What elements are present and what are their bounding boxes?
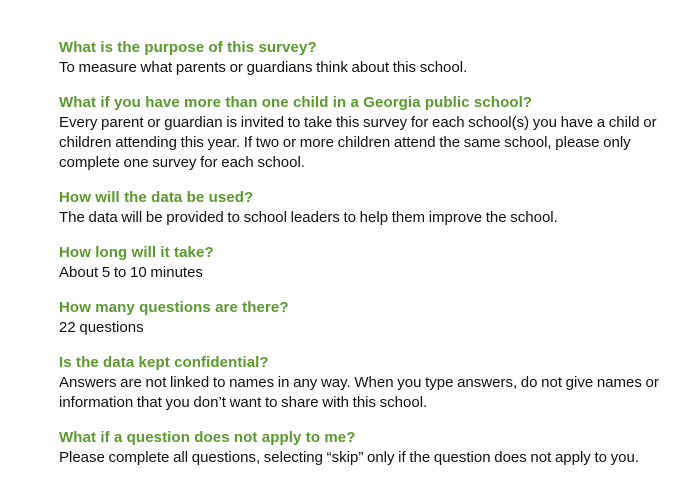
faq-question: What if you have more than one child in a Georgia public school? bbox=[59, 94, 533, 111]
faq-item-not-applicable bbox=[59, 428, 672, 468]
faq-question: What if a question does not apply to me? bbox=[59, 429, 356, 446]
faq-answer: Answers are not linked to names in any way. When you type answers, do not give names or information that you don’t want to share with this school. bbox=[59, 374, 659, 411]
faq-item-purpose bbox=[59, 38, 672, 78]
faq-item-confidentiality bbox=[59, 353, 672, 413]
faq-answer: The data will be provided to school leaders to help them improve the school. bbox=[59, 209, 558, 226]
faq-question: How will the data be used? bbox=[59, 189, 254, 206]
faq-item-duration bbox=[59, 243, 672, 283]
faq-question: How many questions are there? bbox=[59, 299, 289, 316]
faq-answer: 22 questions bbox=[59, 319, 144, 336]
faq-answer: To measure what parents or guardians think about this school. bbox=[59, 59, 468, 76]
faq-answer: About 5 to 10 minutes bbox=[59, 264, 203, 281]
faq-question: What is the purpose of this survey? bbox=[59, 39, 317, 56]
faq-question: Is the data kept confidential? bbox=[59, 354, 269, 371]
faq-question: How long will it take? bbox=[59, 244, 214, 261]
faq-answer: Every parent or guardian is invited to take this survey for each school(s) you have a child or children attending this year. If two or more children attend the same school, please only complete one survey for each school. bbox=[59, 114, 657, 171]
faq-item-question-count bbox=[59, 298, 672, 338]
faq-answer: Please complete all questions, selecting “skip” only if the question does not apply to you. bbox=[59, 449, 640, 466]
faq-item-data-usage bbox=[59, 188, 672, 228]
faq-item-multiple-children bbox=[59, 93, 672, 173]
